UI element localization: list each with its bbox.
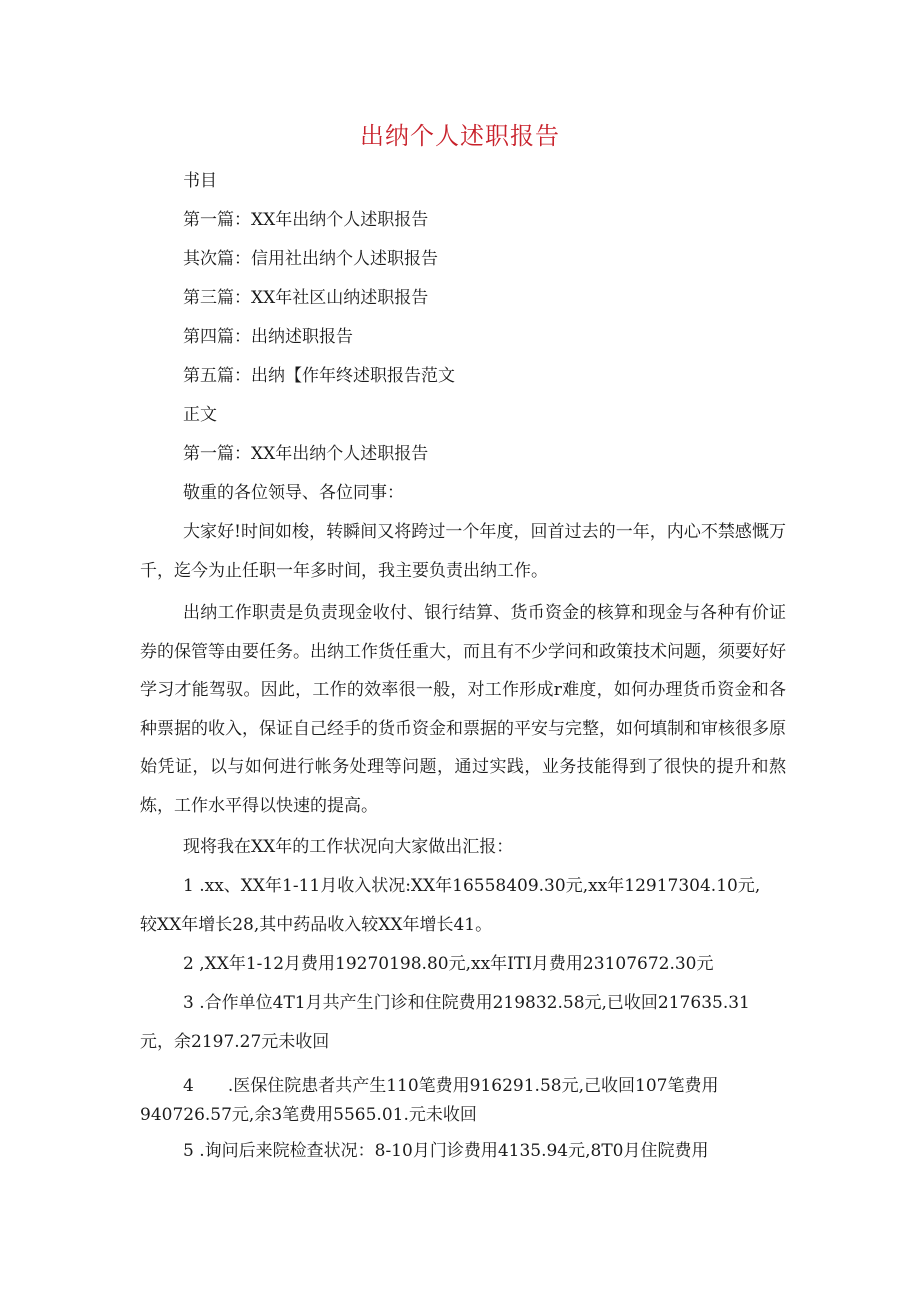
list-item-3-line-1: 3 .合作单位4T1月共产生门诊和住院费用219832.58元,已收回217635.31: [183, 993, 750, 1013]
toc-item-4: 第四篇：出纳述职报告: [183, 327, 353, 347]
list-item-3-line-2: 元，余2197.27元未收回: [140, 1032, 330, 1052]
toc-item-2: 其次篇：信用社出纳个人述职报告: [183, 249, 438, 269]
list-item-5-line-1: 5 .询问后来院检查状况：8-10月门诊费用4135.94元,8T0月住院费用: [183, 1141, 709, 1161]
list-item-1-line-1: 1 .xx、XX年1-11月收入状况:XX年16558409.30元,xx年12917304.10元,: [183, 876, 761, 896]
paragraph-duties: 出纳工作职责是负责现金收付、银行结算、货币资金的核算和现金与各种有价证券的保管等由要任务。出纳工作货任重大，而且有不少学问和政策技术问题，须要好好学习才能驾驭。因此，工作的效率很一般，对工作形成r难度，如何办理货币资金和各种票据的收入，保证自己经手的货币资金和票据的平安与完整，如何填制和审核很多原始凭证，以与如何进行帐务处理等问题，通过实践，业务技能得到了很快的提升和熬炼，工作水平得以快速的提高。: [140, 603, 786, 816]
list-item-4-line-2: 940726.57元,余3笔费用5565.01.元未收回: [140, 1105, 477, 1125]
toc-heading: 书目: [183, 171, 217, 191]
list-item-2-line-1: 2 ,XX年1-12月费用19270198.80元,xx年ITI月费用23107672.30元: [183, 954, 714, 974]
toc-item-3: 第三篇：XX年社区山纳述职报告: [183, 288, 429, 308]
salutation: 敬重的各位领导、各位同事：: [183, 483, 404, 503]
body-heading: 正文: [183, 405, 217, 425]
list-item-4-line-1: 4 .医保住院患者共产生110笔费用916291.58元,己收回107笔费用: [183, 1076, 719, 1096]
toc-item-1: 第一篇：XX年出纳个人述职报告: [183, 210, 429, 230]
section-title: 第一篇：XX年出纳个人述职报告: [183, 444, 429, 464]
list-item-1-line-2: 较XX年增长28,其中药品收入较XX年增长41。: [140, 915, 493, 935]
paragraph-intro: 大家好!时间如梭，转瞬间又将跨过一个年度，回首过去的一年，内心不禁感慨万千，迄今为止任职一年多时间，我主要负责出纳工作。: [140, 522, 786, 581]
paragraph-report-intro: 现将我在XX年的工作状况向大家做出汇报：: [183, 837, 514, 857]
toc-item-5: 第五篇：出纳【作年终述职报告范文: [183, 366, 455, 386]
document-title: 出纳个人述职报告: [360, 122, 560, 150]
